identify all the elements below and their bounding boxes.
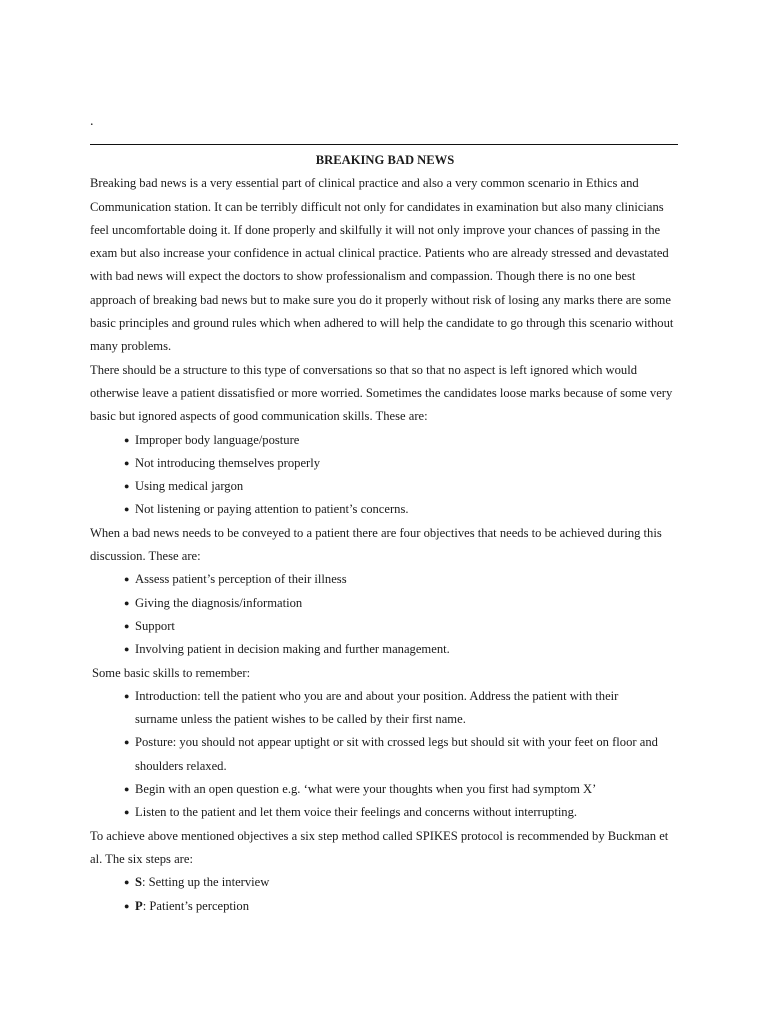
paragraph-spikes: To achieve above mentioned objectives a six step method called SPIKES protocol is recommended by Buckman et al. The six steps are: xyxy=(90,828,669,866)
header-rule xyxy=(90,144,678,145)
paragraph-objectives: When a bad news needs to be conveyed to a patient there are four objectives that needs to be achieved during this discussion. These are: xyxy=(90,525,662,564)
list-item: ● Using medical jargon xyxy=(90,475,680,498)
list-basic-skills xyxy=(90,685,680,825)
step-letter: S xyxy=(135,875,143,890)
list-item: ● Begin with an open question e.g. ‘what were your thoughts when you first had symptom X’ xyxy=(90,778,680,801)
list-item: ● S: Setting up the interview xyxy=(90,871,680,894)
bullet-icon: ● xyxy=(124,574,130,585)
list-item: ● Listen to the patient and let them voice their feelings and concerns without interrupting. xyxy=(90,801,680,824)
list-item: ● Assess patient’s perception of their illness xyxy=(90,568,680,591)
bullet-icon: ● xyxy=(124,481,130,492)
paragraph-structure: There should be a structure to this type of conversations so that so that no aspect is left ignored which would otherwise leave a patient dissatisfied or more worried. Sometimes the candidates loose marks because of some very basic but ignored aspects of good communication skills. These are: xyxy=(90,362,673,424)
bullet-icon: ● xyxy=(124,644,130,655)
list-item: ● Not listening or paying attention to patient’s concerns. xyxy=(90,498,680,521)
list-objectives xyxy=(90,568,680,661)
bullet-icon: ● xyxy=(124,807,130,818)
bullet-icon: ● xyxy=(124,620,130,631)
list-item: ● Support xyxy=(90,615,680,638)
document-title: BREAKING BAD NEWS xyxy=(315,153,455,167)
list-item: ● Not introducing themselves properly xyxy=(90,452,680,475)
bullet-icon: ● xyxy=(124,737,130,748)
bullet-icon: ● xyxy=(124,900,130,911)
bullet-icon: ● xyxy=(124,457,130,468)
bullet-icon: ● xyxy=(124,690,130,701)
bullet-icon: ● xyxy=(124,784,130,795)
document-body xyxy=(90,149,680,918)
list-item: ● Giving the diagnosis/information xyxy=(90,592,680,615)
list-item: ● P: Patient’s perception xyxy=(90,895,680,918)
bullet-icon: ● xyxy=(124,597,130,608)
list-spikes-steps xyxy=(90,871,680,918)
list-item: ● Involving patient in decision making and further management. xyxy=(90,638,680,661)
bullet-icon: ● xyxy=(124,877,130,888)
list-item: ● Introduction: tell the patient who you are and about your position. Address the patient with their surname unless the patient wishes to be called by their first name. xyxy=(90,685,680,732)
paragraph-intro: Breaking bad news is a very essential part of clinical practice and also a very common scenario in Ethics and Communication station. It can be terribly difficult not only for candidates in examination but also many clinicians feel uncomfortable doing it. If done properly and skilfully it will not only improve your chances of passing in the exam but also increase your confidence in actual clinical practice. Patients who are already stressed and devastated with bad news will expect the doctors to show professionalism and compassion. Though there is no one best approach of breaking bad news but to make sure you do it properly without risk of losing any marks there are some basic principles and ground rules which when adhered to will help the candidate to go through this scenario without many problems. xyxy=(90,176,674,354)
paragraph-basic-skills: Some basic skills to remember: xyxy=(92,665,251,680)
list-poor-skills xyxy=(90,429,680,522)
header-dot: . xyxy=(90,114,94,129)
step-letter: P xyxy=(135,898,143,913)
list-item: ● Posture: you should not appear uptight or sit with crossed legs but should sit with your feet on floor and shoulders relaxed. xyxy=(90,731,680,778)
bullet-icon: ● xyxy=(124,504,130,515)
bullet-icon: ● xyxy=(124,434,130,445)
list-item: ● Improper body language/posture xyxy=(90,429,680,452)
